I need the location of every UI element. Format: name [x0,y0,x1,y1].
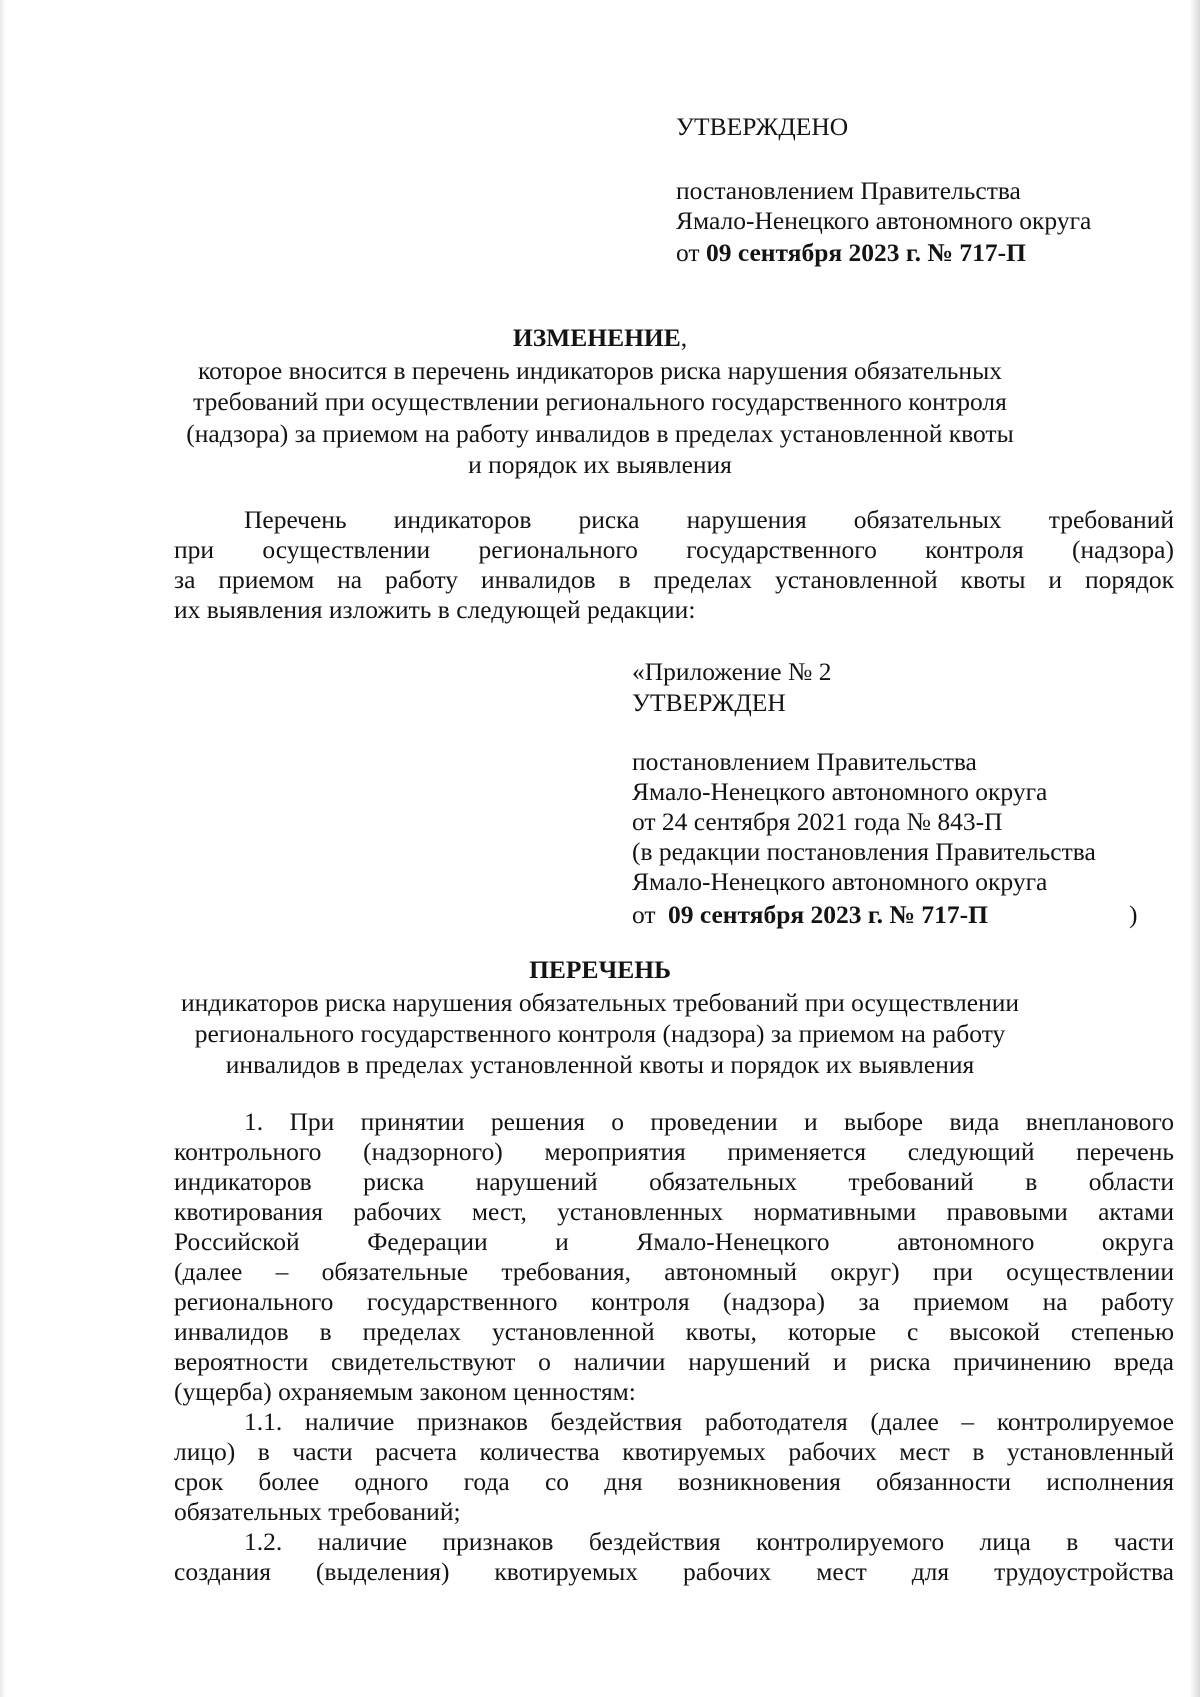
item-1-line: контрольного (надзорного) мероприятия применяется следующий перечень [174,1137,1174,1166]
appendix-date-line [632,900,988,930]
appendix-date-number: 09 сентября 2023 г. № 717-П [667,900,988,929]
approval-by-line-2: Ямало-Ненецкого автономного округа [676,206,1092,235]
item-1-paragraph [174,1107,1174,1407]
list-subtitle-line: инвалидов в пределах установленной квоты и порядок их выявления [225,1050,975,1079]
approval-approved: УТВЕРЖДЕНО [676,112,849,141]
change-heading-suffix: , [680,323,688,352]
intro-line: за приемом на работу инвалидов в пределах установленной квоты и порядок [174,565,1174,594]
item-1-1-line: лицо) в части расчета количества квотируемых рабочих мест в установленный [174,1437,1174,1466]
item-1-line: регионального государственного контроля (надзора) за приемом на работу [174,1287,1174,1316]
approval-date-line [676,238,1026,268]
item-1-2-line: создания (выделения) квотируемых рабочих мест для трудоустройства [174,1557,1174,1586]
item-1-line: Российской Федерации и Ямало-Ненецкого автономного округа [174,1227,1174,1256]
page-right-shadow [1190,0,1200,1697]
approval-from-prefix: от [676,238,700,267]
approval-date-number: 09 сентября 2023 г. № 717-П [705,238,1026,267]
change-subtitle-line: и порядок их выявления [468,450,732,479]
item-1-2-line: 1.2. наличие признаков бездействия контролируемого лица в части [244,1527,1174,1556]
item-1-line: (далее – обязательные требования, автономный округ) при осуществлении [174,1257,1174,1286]
page-left-shadow [0,0,6,1697]
list-subtitle-line: регионального государственного контроля (надзора) за приемом на работу [194,1019,1006,1048]
intro-line: их выявления изложить в следующей редакции: [174,595,696,624]
item-1-1-line: обязательных требований; [174,1497,461,1526]
item-1-1-line: 1.1. наличие признаков бездействия работодателя (далее – контролируемое [244,1407,1174,1436]
item-1-line: инвалидов в пределах установленной квоты, которые с высокой степенью [174,1317,1174,1346]
appendix-by-line-1: постановлением Правительства [632,747,977,776]
intro-line: при осуществлении регионального государственного контроля (надзора) [174,535,1174,564]
intro-paragraph [174,505,1174,625]
appendix-by-line-2: Ямало-Ненецкого автономного округа [632,777,1048,806]
item-1-1-line: срок более одного года со дня возникновения обязанности исполнения [174,1467,1174,1496]
change-subtitle-line: которое вносится в перечень индикаторов риска нарушения обязательных [198,356,1002,385]
change-heading [0,323,1200,353]
appendix-by-line-4: (в редакции постановления Правительства [632,837,1096,866]
appendix-by-line-3: от 24 сентября 2021 года № 843-П [632,807,1003,836]
item-1-line: вероятности свидетельствуют о наличии нарушений и риска причинению вреда [174,1347,1174,1376]
list-subtitle-line: индикаторов риска нарушения обязательных требований при осуществлении [180,988,1020,1017]
item-1-line: 1. При принятии решения о проведении и выборе вида внепланового [244,1107,1174,1136]
change-heading-title: ИЗМЕНЕНИЕ [512,323,681,352]
item-1-line: квотирования рабочих мест, установленных нормативными правовыми актами [174,1197,1174,1226]
appendix-closing-paren: ) [1129,900,1138,929]
change-subtitle-line: (надзора) за приемом на работу инвалидов в пределах установленной квоты [186,419,1014,448]
item-1-line: индикаторов риска нарушений обязательных требований в области [174,1167,1174,1196]
change-subtitle-line: требований при осуществлении регионального государственного контроля [193,387,1007,416]
appendix-label: «Приложение № 2 [632,657,832,686]
appendix-by-line-5: Ямало-Ненецкого автономного округа [632,867,1048,896]
appendix-from-prefix: от [632,900,656,929]
intro-line: Перечень индикаторов риска нарушения обязательных требований [244,505,1174,534]
item-1-2-paragraph [174,1527,1174,1587]
item-1-1-paragraph [174,1407,1174,1527]
list-heading-title: ПЕРЕЧЕНЬ [529,955,671,984]
appendix-approved: УТВЕРЖДЕН [632,688,786,717]
approval-by-line-1: постановлением Правительства [676,176,1021,205]
item-1-line: (ущерба) охраняемым законом ценностям: [174,1377,636,1406]
